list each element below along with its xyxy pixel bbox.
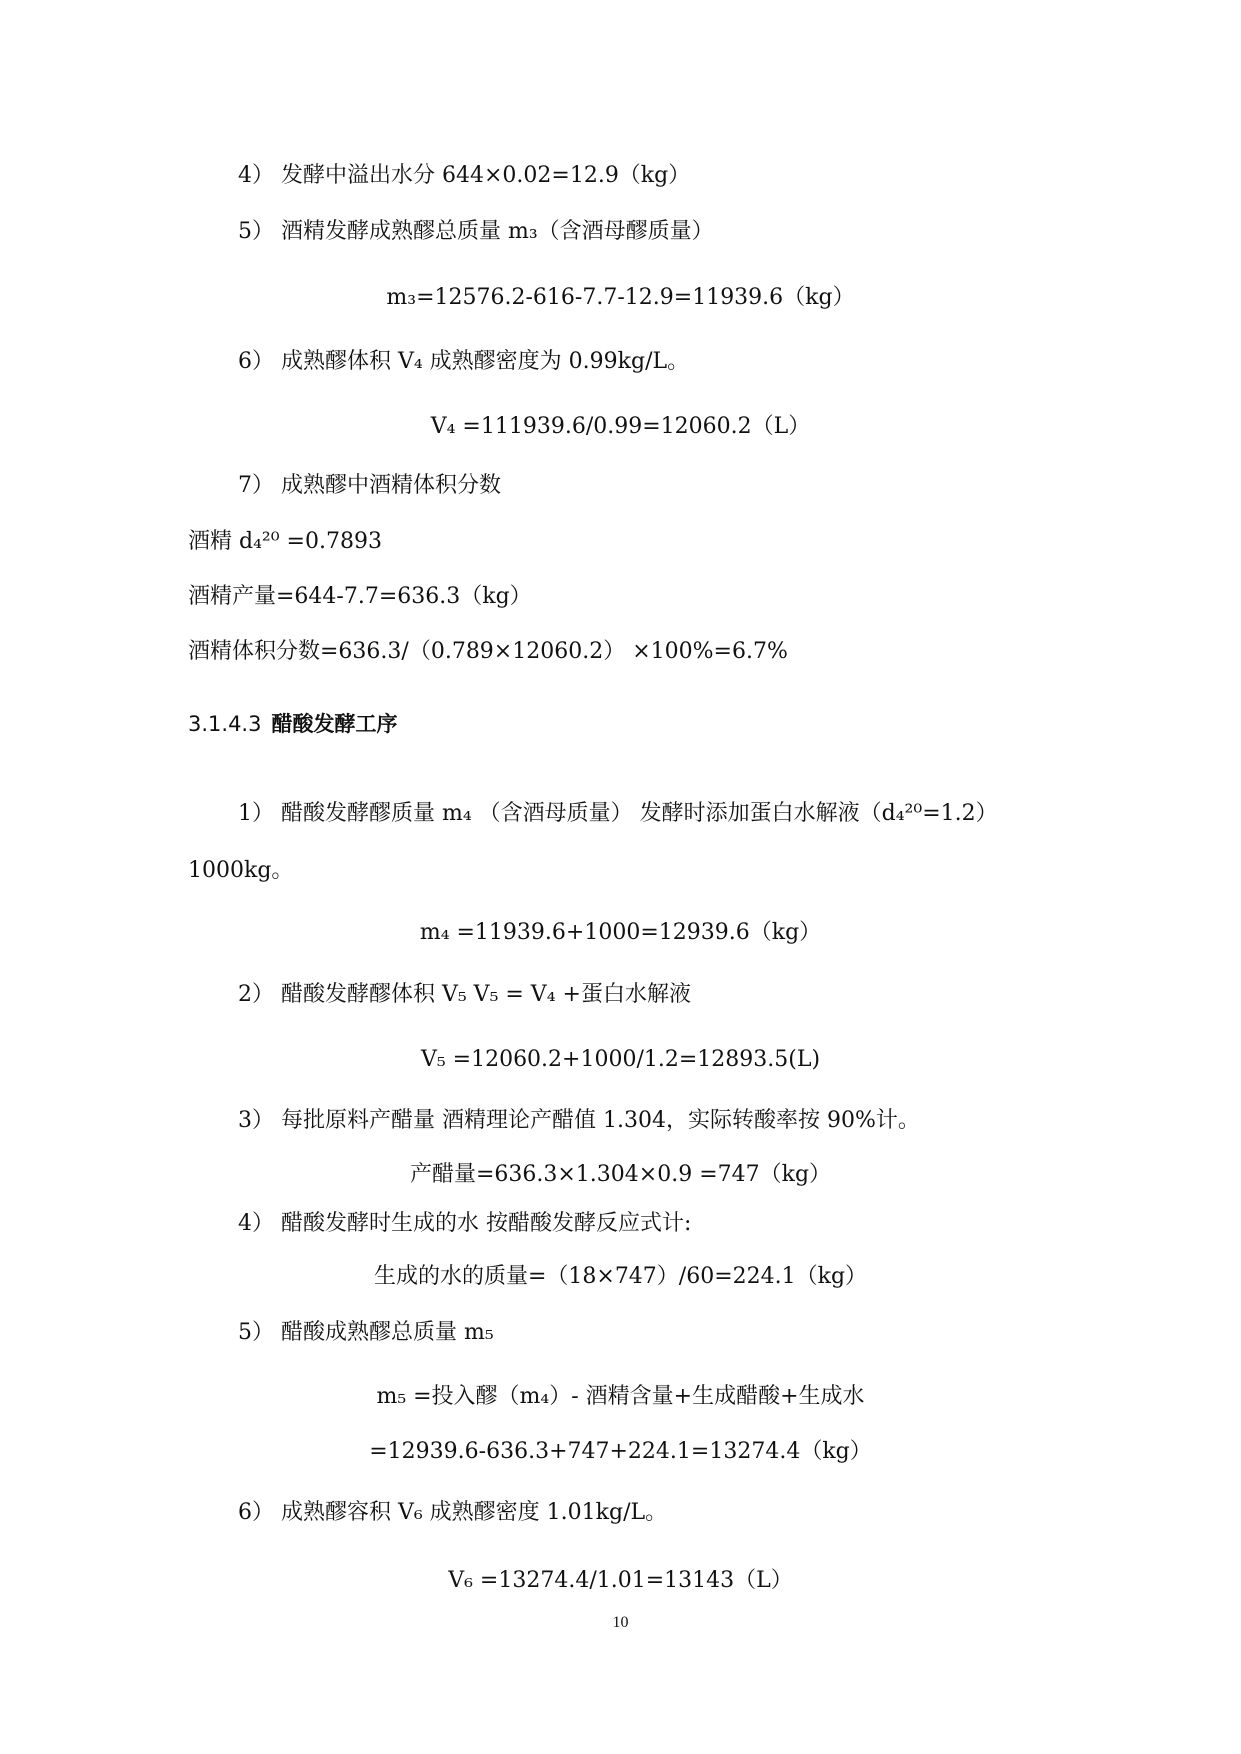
text-line: 2） 醋酸发酵醪体积 V₅ V₅ = V₄ +蛋白水解液 bbox=[238, 982, 691, 1007]
formula-line: V₅ =12060.2+1000/1.2=12893.5(L) bbox=[420, 1047, 821, 1072]
text-line: 1） 醋酸发酵醪质量 m₄ （含酒母质量） 发酵时添加蛋白水解液（d₄²⁰=1.2） bbox=[238, 801, 998, 826]
formula-line: m₃=12576.2-616-7.7-12.9=11939.6（kg） bbox=[386, 285, 855, 310]
text-line: 酒精产量=644-7.7=636.3（kg） bbox=[188, 584, 532, 609]
formula-line: 生成的水的质量=（18×747）/60=224.1（kg） bbox=[373, 1264, 868, 1289]
text-line: 5） 醋酸成熟醪总质量 m₅ bbox=[238, 1320, 494, 1345]
formula-line: V₄ =111939.6/0.99=12060.2（L） bbox=[430, 414, 811, 439]
formula-line: m₅ =投入醪（m₄）- 酒精含量+生成醋酸+生成水 bbox=[376, 1384, 865, 1409]
page-number: 10 bbox=[612, 1614, 629, 1631]
text-line: 酒精体积分数=636.3/（0.789×12060.2） ×100%=6.7% bbox=[188, 639, 788, 664]
text-line: 7） 成熟醪中酒精体积分数 bbox=[238, 473, 501, 498]
text-line: 4） 醋酸发酵时生成的水 按醋酸发酵反应式计: bbox=[238, 1211, 692, 1236]
section-title: 醋酸发酵工序 bbox=[271, 712, 398, 736]
text-line: 6） 成熟醪体积 V₄ 成熟醪密度为 0.99kg/L。 bbox=[238, 349, 690, 374]
formula-line: 产醋量=636.3×1.304×0.9 =747（kg） bbox=[409, 1162, 832, 1187]
text-line: 1000kg。 bbox=[188, 858, 294, 883]
text-line: 3） 每批原料产醋量 酒精理论产醋值 1.304，实际转酸率按 90%计。 bbox=[238, 1108, 920, 1133]
text-line: 酒精 d₄²⁰ =0.7893 bbox=[188, 529, 382, 554]
formula-line: =12939.6-636.3+747+224.1=13274.4（kg） bbox=[369, 1439, 872, 1464]
formula-line: m₄ =11939.6+1000=12939.6（kg） bbox=[419, 920, 822, 945]
section-heading bbox=[188, 709, 397, 739]
section-number: 3.1.4.3 bbox=[188, 712, 262, 736]
text-line: 5） 酒精发酵成熟醪总质量 m₃（含酒母醪质量） bbox=[238, 219, 714, 244]
text-line: 4） 发酵中溢出水分 644×0.02=12.9（kg） bbox=[238, 163, 691, 188]
text-line: 6） 成熟醪容积 V₆ 成熟醪密度 1.01kg/L。 bbox=[238, 1500, 668, 1525]
formula-line: V₆ =13274.4/1.01=13143（L） bbox=[448, 1568, 793, 1593]
